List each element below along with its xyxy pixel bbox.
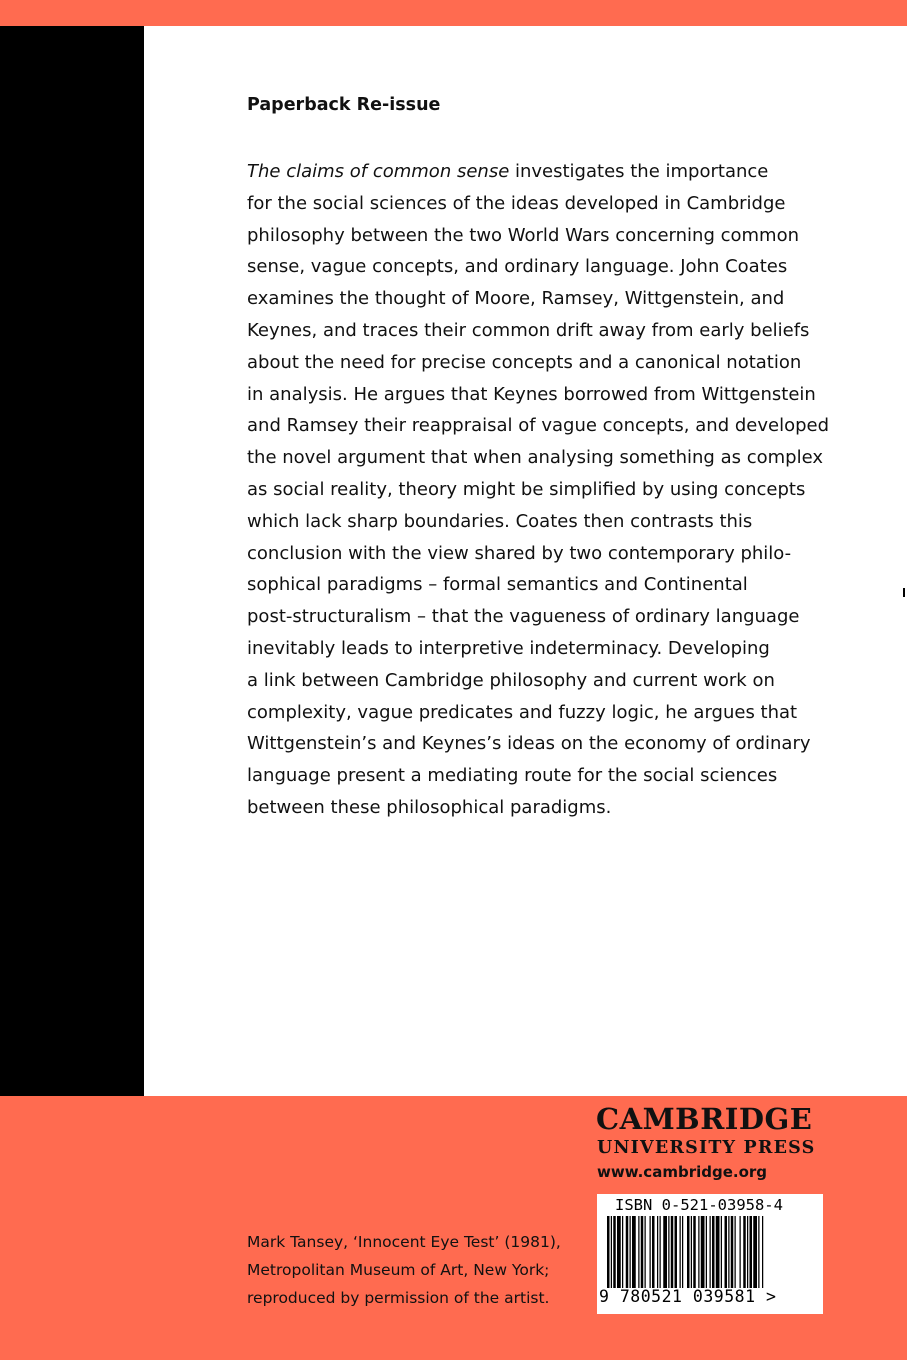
barcode-bar (652, 1216, 655, 1288)
barcode-bar (657, 1216, 658, 1288)
barcode-bar (735, 1216, 736, 1288)
barcode-bar (747, 1216, 748, 1288)
blurb-line: Keynes, and traces their common drift away from early beliefs (247, 319, 810, 341)
barcode-bar (660, 1216, 661, 1288)
barcode-bar (740, 1216, 741, 1288)
barcode-bar (731, 1216, 734, 1288)
credit-line: Mark Tansey, ‘Innocent Eye Test’ (1981), (247, 1233, 561, 1251)
barcode-bar (728, 1216, 729, 1288)
barcode-bar (645, 1216, 646, 1288)
cover-art-credit (247, 1228, 561, 1312)
barcode-bar (650, 1216, 651, 1288)
blurb-line: for the social sciences of the ideas developed in Cambridge (247, 192, 786, 214)
barcode-bar (725, 1216, 728, 1288)
barcode-bar (671, 1216, 674, 1288)
blurb-line: conclusion with the view shared by two contemporary philo- (247, 542, 792, 564)
blurb-line: philosophy between the two World Wars concerning common (247, 224, 799, 246)
barcode-bars (607, 1216, 815, 1288)
blurb-line: examines the thought of Moore, Ramsey, Wittgenstein, and (247, 288, 785, 310)
publisher-name: CAMBRIDGE (596, 1102, 813, 1136)
barcode-bar (762, 1216, 763, 1288)
blurb-line: in analysis. He argues that Keynes borrowed from Wittgenstein (247, 383, 816, 405)
credit-line: Metropolitan Museum of Art, New York; (247, 1261, 550, 1279)
barcode-bar (743, 1216, 746, 1288)
barcode-bar (626, 1216, 629, 1288)
barcode-bar (716, 1216, 720, 1288)
barcode-bar (617, 1216, 621, 1288)
black-spine-bar (0, 26, 144, 1096)
barcode-bar (663, 1216, 667, 1288)
barcode-bar (691, 1216, 692, 1288)
blurb-line: a link between Cambridge philosophy and current work on (247, 669, 775, 691)
blurb-line (247, 156, 817, 188)
blurb-line: the novel argument that when analysing something as complex (247, 447, 823, 469)
blurb-line: sense, vague concepts, and ordinary language. John Coates (247, 256, 788, 278)
credit-line: reproduced by permission of the artist. (247, 1289, 550, 1307)
top-color-band (0, 0, 907, 26)
blurb-line: Wittgenstein’s and Keynes’s ideas on the economy of ordinary (247, 733, 811, 755)
barcode-bar (693, 1216, 696, 1288)
barcode-bar (680, 1216, 681, 1288)
blurb-line: post-structuralism – that the vagueness of ordinary language (247, 606, 800, 628)
barcode-bar (710, 1216, 711, 1288)
barcode-bar (750, 1216, 753, 1288)
blurb-line: between these philosophical paradigms. (247, 796, 612, 818)
barcode-bar (687, 1216, 690, 1288)
ean-number: 9 780521 039581 > (599, 1287, 777, 1306)
blurb-line: sophical paradigms – formal semantics and Continental (247, 574, 748, 596)
blurb-line: and Ramsey their reappraisal of vague concepts, and developed (247, 415, 830, 437)
publisher-subname: UNIVERSITY PRESS (597, 1138, 816, 1158)
barcode-label (597, 1194, 823, 1314)
barcode-bar (638, 1216, 639, 1288)
barcode-bar (701, 1216, 705, 1288)
blurb-book-title: The claims of common sense (247, 161, 510, 182)
barcode-bar (630, 1216, 631, 1288)
barcode-bar (753, 1216, 757, 1288)
blurb-line: as social reality, theory might be simplified by using concepts (247, 478, 806, 500)
blurb-line: complexity, vague predicates and fuzzy logic, he argues that (247, 701, 798, 723)
publisher-website: www.cambridge.org (597, 1163, 768, 1181)
barcode-bar (698, 1216, 699, 1288)
barcode-bar (706, 1216, 707, 1288)
barcode-bar (668, 1216, 669, 1288)
blurb-line: inevitably leads to interpretive indeterminacy. Developing (247, 637, 770, 659)
reissue-heading: Paperback Re-issue (247, 95, 441, 115)
blurb-line-text: investigates the importance (509, 161, 769, 182)
blurb-line: which lack sharp boundaries. Coates then contrasts this (247, 510, 753, 532)
isbn-number: ISBN 0-521-03958-4 (615, 1196, 783, 1214)
barcode-bar (721, 1216, 722, 1288)
barcode-bar (712, 1216, 715, 1288)
barcode-bar (622, 1216, 623, 1288)
blurb-line: about the need for precise concepts and a canonical notation (247, 351, 802, 373)
barcode-bar (611, 1216, 612, 1288)
barcode-bar (632, 1216, 636, 1288)
barcode-bar (641, 1216, 644, 1288)
blurb-line: language present a mediating route for the social sciences (247, 765, 778, 787)
barcode-bar (682, 1216, 683, 1288)
edge-tick-mark (903, 588, 905, 597)
barcode-bar (758, 1216, 759, 1288)
blurb-text (247, 156, 830, 824)
barcode-bar (613, 1216, 616, 1288)
barcode-bar (675, 1216, 678, 1288)
barcode-bar (607, 1216, 610, 1288)
